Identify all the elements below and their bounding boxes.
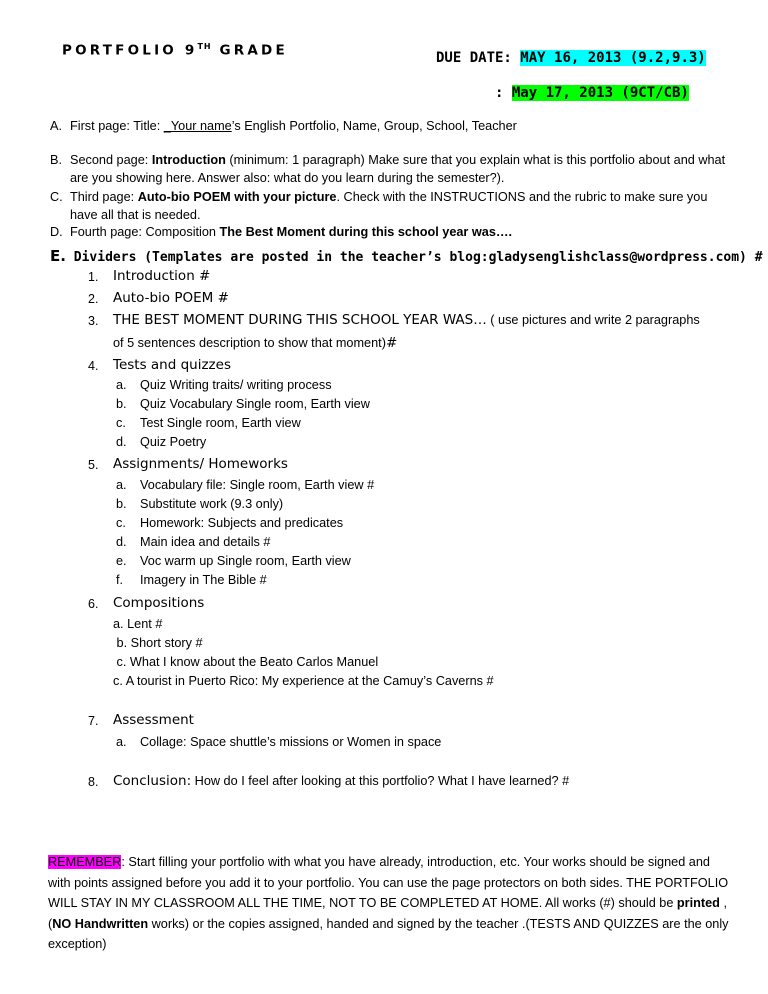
- due-date-line-2: [495, 85, 689, 101]
- item-e-text: Dividers (Templates are posted in the teacher’s blog:gladysenglishclass@wordpress.com) #: [73, 250, 763, 265]
- list-letter: b.: [116, 397, 127, 411]
- item-d: [50, 223, 730, 241]
- divider-5-label: Assignments/ Homeworks: [113, 456, 288, 472]
- list-text: Test Single room, Earth view: [140, 416, 301, 430]
- item-c: [50, 188, 730, 224]
- divider-4-number: 4.: [88, 359, 99, 373]
- list-letter: a.: [116, 478, 127, 492]
- remember-text-3: works) or the copies assigned, handed and signed by the teacher .(TESTS AND QUIZZES are the only exception): [48, 916, 729, 951]
- divider-3-hash: #: [385, 335, 398, 351]
- list-letter: e.: [116, 554, 127, 568]
- composition-item: a. Lent #: [113, 617, 163, 631]
- remember-note: [48, 852, 730, 955]
- due-date-1: MAY 16, 2013 (9.2,9.3): [520, 50, 706, 66]
- item-d-pre: Fourth page: Composition: [70, 225, 220, 239]
- divider-8-label: Conclusion:: [113, 773, 192, 789]
- divider-3-note-1: ( use pictures and write 2 paragraphs: [486, 313, 700, 327]
- item-e-letter: E.: [50, 247, 66, 265]
- title-superscript: TH: [197, 42, 212, 51]
- item-a: [50, 117, 730, 135]
- divider-3-label: THE BEST MOMENT DURING THIS SCHOOL YEAR WAS…: [113, 312, 487, 328]
- composition-item: c. What I know about the Beato Carlos Manuel: [113, 655, 379, 669]
- item-c-text: . Check with the INSTRUCTIONS and the rubric to make sure you have all that is needed.: [70, 190, 708, 222]
- item-c-pre: Third page:: [70, 190, 138, 204]
- item-e-dividers-heading: [50, 247, 763, 265]
- list-text: Collage: Space shuttle’s missions or Women in space: [140, 735, 442, 749]
- remember-bold-no-handwritten: NO Handwritten: [52, 916, 149, 931]
- composition-item: b. Short story #: [113, 636, 203, 650]
- item-d-bold: The Best Moment during this school year was….: [219, 225, 513, 239]
- page-title: [62, 42, 288, 59]
- title-main: PORTFOLIO 9: [62, 42, 198, 59]
- list-letter: f.: [116, 573, 124, 587]
- item-b: [50, 151, 730, 187]
- divider-2-number: 2.: [88, 292, 99, 306]
- divider-8-text: [113, 773, 569, 789]
- list-text: Quiz Writing traits/ writing process: [140, 378, 332, 392]
- item-b-bold: Introduction: [151, 153, 226, 167]
- divider-8-number: 8.: [88, 775, 99, 789]
- divider-2-label: Auto-bio POEM #: [113, 290, 229, 306]
- divider-5-number: 5.: [88, 458, 99, 472]
- due-date-2: May 17, 2013 (9CT/CB): [511, 85, 689, 101]
- divider-6-number: 6.: [88, 597, 99, 611]
- list-letter: b.: [116, 497, 127, 511]
- divider-6-label: Compositions: [113, 595, 205, 611]
- item-c-bold: Auto-bio POEM with your picture: [137, 190, 337, 204]
- list-letter: a.: [116, 735, 127, 749]
- list-text: Voc warm up Single room, Earth view: [140, 554, 351, 568]
- divider-1-label: Introduction #: [113, 268, 211, 284]
- item-a-text: First page: Title:: [70, 119, 164, 133]
- remember-text-1: : Start filling your portfolio with what you have already, introduction, etc. Your works should be signed and with points assigned before you add it to your portfolio. You can use the page protectors on both sides. THE PORTFOLIO WILL STAY IN MY CLASSROOM ALL THE TIME, NOT TO BE COMPLETED AT HOME. All works (#) should be: [48, 855, 729, 910]
- list-text: Main idea and details #: [140, 535, 271, 549]
- list-letter: c.: [116, 516, 126, 530]
- list-text: Imagery in The Bible #: [140, 573, 267, 587]
- list-text: Quiz Poetry: [140, 435, 207, 449]
- remember-bold-printed: printed: [676, 896, 720, 910]
- composition-item: c. A tourist in Puerto Rico: My experience at the Camuy’s Caverns #: [113, 674, 494, 688]
- divider-7-label: Assessment: [113, 712, 194, 728]
- item-b-text: (minimum: 1 paragraph) Make sure that you explain what is this portfolio about and what are you showing here. Answer also: what do you learn during the semester?).: [70, 153, 726, 185]
- item-c-letter: C.: [50, 190, 63, 204]
- divider-7-number: 7.: [88, 714, 99, 728]
- divider-1-number: 1.: [88, 270, 99, 284]
- list-letter: d.: [116, 535, 127, 549]
- item-a-text-end: ’s English Portfolio, Name, Group, School, Teacher: [231, 119, 517, 133]
- due-date-line-1: [436, 50, 706, 66]
- divider-4-label: Tests and quizzes: [113, 357, 231, 373]
- remember-text-2: , (: [48, 896, 727, 931]
- item-b-pre: Second page:: [70, 153, 152, 167]
- divider-3-note-2: of 5 sentences description to show that moment): [113, 336, 386, 350]
- item-d-letter: D.: [50, 225, 63, 239]
- divider-3-text: [113, 312, 700, 328]
- list-text: Homework: Subjects and predicates: [140, 516, 344, 530]
- divider-3-continued-text: [113, 335, 397, 351]
- item-a-underlined: _Your name: [163, 119, 232, 133]
- list-letter: a.: [116, 378, 127, 392]
- item-a-letter: A.: [50, 119, 62, 133]
- remember-label: REMEMBER: [48, 855, 122, 869]
- list-letter: c.: [116, 416, 126, 430]
- divider-8-question: How do I feel after looking at this portfolio? What I have learned? #: [191, 774, 570, 788]
- list-letter: d.: [116, 435, 127, 449]
- due-date-prefix: :: [495, 85, 512, 101]
- list-text: Vocabulary file: Single room, Earth view #: [140, 478, 375, 492]
- title-end: GRADE: [219, 42, 288, 59]
- divider-3-number: 3.: [88, 314, 99, 328]
- item-b-letter: B.: [50, 153, 62, 167]
- due-date-label: DUE DATE:: [436, 50, 521, 66]
- list-text: Quiz Vocabulary Single room, Earth view: [140, 397, 370, 411]
- list-text: Substitute work (9.3 only): [140, 497, 284, 511]
